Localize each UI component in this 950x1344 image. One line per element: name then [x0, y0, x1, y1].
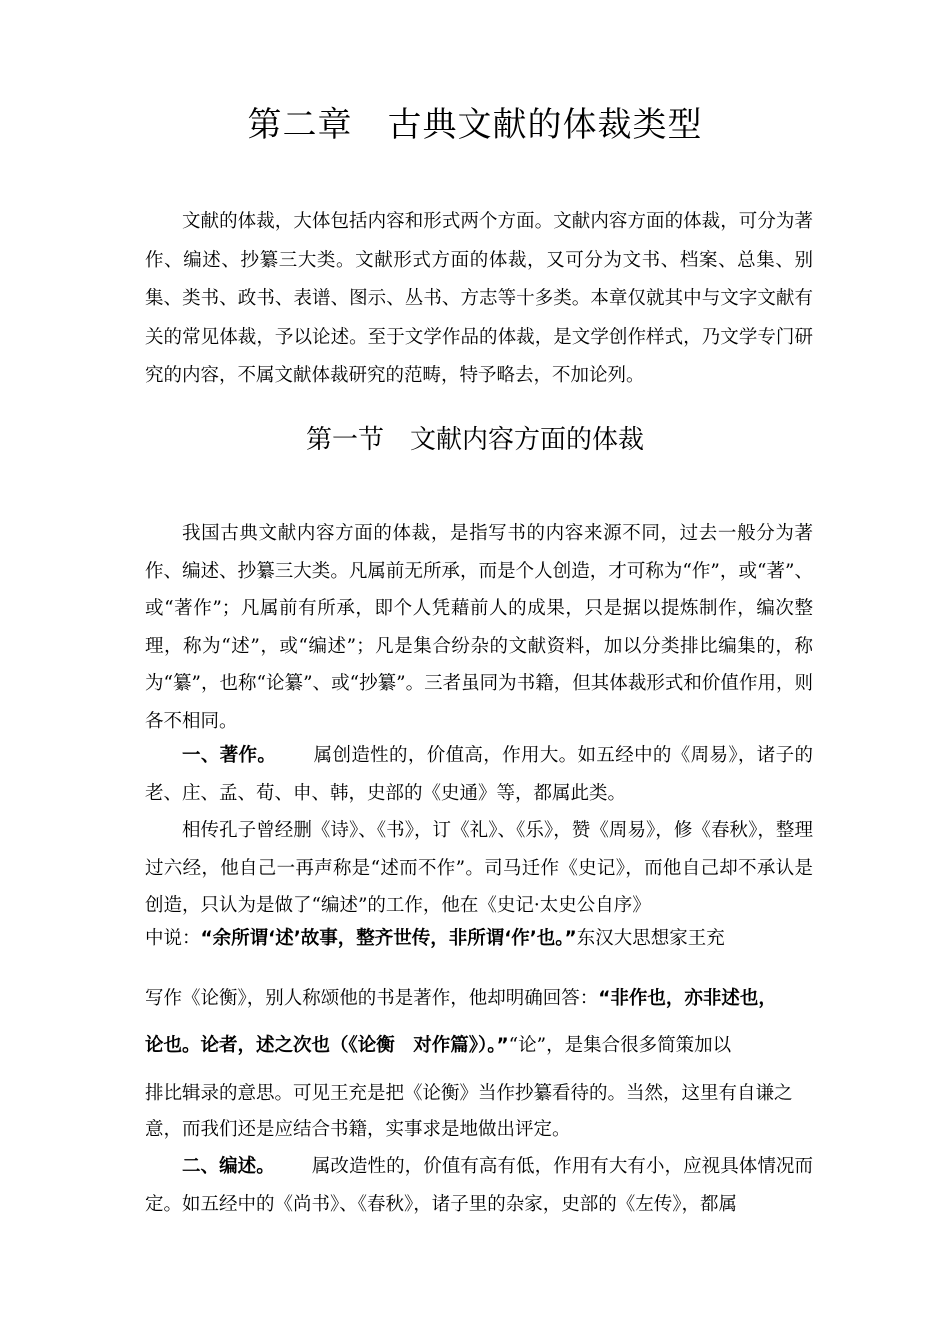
bianshu-label: 二、编述。: [182, 1156, 275, 1177]
zhuzuo-text: 属创造性的，价值高，作用大。如五经中的《周易》，诸子的老、庄、孟、荀、申、韩，史部的《史通》等，都属此类。: [145, 745, 813, 804]
wang-chong-quote-part1: “非作也，亦非述也，: [598, 988, 777, 1009]
intro-text: 文献的体裁，大体包括内容和形式两个方面。文献内容方面的体裁，可分为著作、编述、抄纂三大类。文献形式方面的体裁，又可分为文书、档案、总集、别集、类书、政书、表谱、图示、丛书、方志等十多类。本章仅就其中与文字文献有关的常见体裁，予以论述。至于文学作品的体裁，是文学创作样式，乃文学专门研究的内容，不属文献体裁研究的范畴，特予略去，不加论列。: [145, 211, 813, 386]
zhuzuo-label: 一、著作。: [182, 745, 277, 766]
text-line-lunheng: 排比辑录的意思。可见王充是把《论衡》当作抄纂看待的。当然，这里有自谦之: [145, 1083, 793, 1104]
sima-qian-quote: “余所谓‘述’故事，整齐世传，非所谓‘作’也。”: [200, 928, 577, 949]
chapter-title: 第二章 古典文献的体裁类型: [247, 105, 703, 145]
bianshu-text: 属改造性的，价值有高有低，作用有大有小，应视具体情况而定。如五经中的《尚书》、《春秋》，诸子里的杂家，史部的《左传》，都属: [145, 1156, 813, 1215]
quote-line-2: 写作《论衡》，别人称颂他的书是著作，他却明确回答：“非作也，亦非述也，: [145, 988, 777, 1009]
zhuzuo-detail-paragraph: [145, 812, 813, 925]
zhuzuo-paragraph: [145, 737, 813, 812]
wang-chong-quote-part2: 论也。论者，述之次也（《论衡 对作篇》）。”: [145, 1035, 509, 1056]
intro-paragraph: [145, 203, 813, 396]
zhuzuo-detail-text: 相传孔子曾经删《诗》、《书》，订《礼》、《乐》，赞《周易》，修《春秋》，整理过六经，他自己一再声称是“述而不作”。司马迁作《史记》，而他自己却不承认是创造，只认为是做了“编述”的工作，他在《史记·太史公自序》: [145, 820, 813, 916]
section-intro-paragraph: [145, 515, 813, 740]
bianshu-paragraph: [145, 1148, 813, 1223]
section-title: 第一节 文献内容方面的体裁: [305, 425, 644, 455]
quote-line-1: 中说：“余所谓‘述’故事，整齐世传，非所谓‘作’也。”东汉大思想家王充: [145, 928, 725, 949]
quote-line-3: 论也。论者，述之次也（《论衡 对作篇》）。”“论”，是集合很多简策加以: [145, 1035, 732, 1056]
section-intro-text: 我国古典文献内容方面的体裁，是指写书的内容来源不同，过去一般分为著作、编述、抄纂三大类。凡属前无所承，而是个人创造，才可称为“作”，或“著”、或“著作”；凡属前有所承，即个人凭藉前人的成果，只是据以提炼制作，编次整理，称为“述”，或“编述”；凡是集合纷杂的文献资料，加以分类排比编集的，称为“纂”，也称“论纂”、或“抄纂”。三者虽同为书籍，但其体裁形式和价值作用，则各不相同。: [145, 523, 813, 732]
text-line-evaluation: 意，而我们还是应结合书籍，实事求是地做出评定。: [145, 1119, 571, 1140]
